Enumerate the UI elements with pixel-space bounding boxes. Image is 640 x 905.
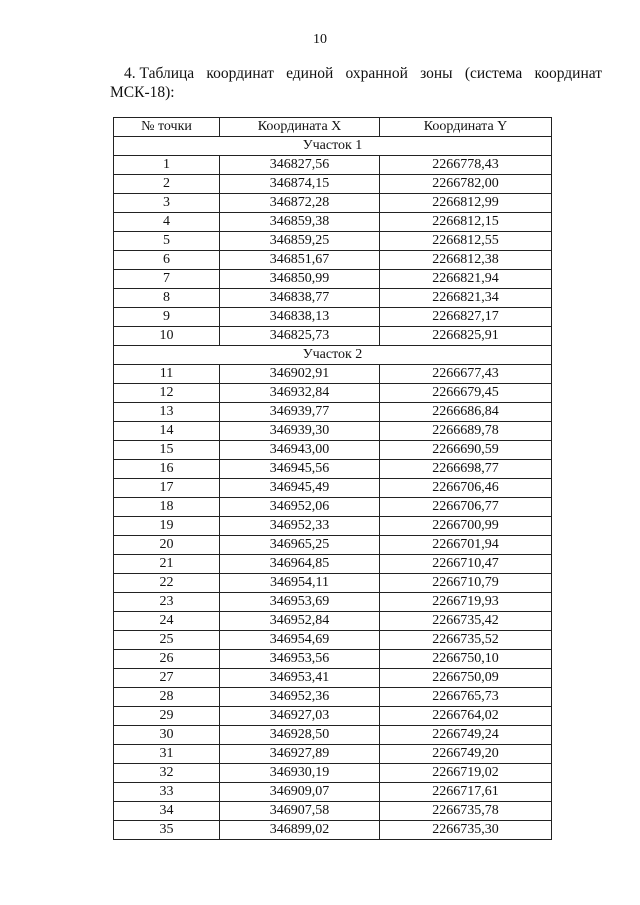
cell-point-number: 28 bbox=[114, 688, 220, 707]
table-row bbox=[114, 726, 552, 745]
cell-coordinate-y: 2266812,15 bbox=[380, 213, 552, 232]
cell-coordinate-x: 346945,56 bbox=[220, 460, 380, 479]
cell-coordinate-y: 2266735,52 bbox=[380, 631, 552, 650]
cell-coordinate-y: 2266735,42 bbox=[380, 612, 552, 631]
table-row bbox=[114, 669, 552, 688]
table-row bbox=[114, 479, 552, 498]
cell-coordinate-y: 2266717,61 bbox=[380, 783, 552, 802]
cell-coordinate-x: 346902,91 bbox=[220, 365, 380, 384]
cell-coordinate-x: 346874,15 bbox=[220, 175, 380, 194]
header-point-number: № точки bbox=[114, 118, 220, 137]
cell-coordinate-y: 2266812,55 bbox=[380, 232, 552, 251]
cell-coordinate-x: 346964,85 bbox=[220, 555, 380, 574]
cell-coordinate-x: 346952,84 bbox=[220, 612, 380, 631]
cell-coordinate-x: 346859,38 bbox=[220, 213, 380, 232]
table-row bbox=[114, 175, 552, 194]
table-row bbox=[114, 403, 552, 422]
cell-point-number: 16 bbox=[114, 460, 220, 479]
table-row bbox=[114, 555, 552, 574]
cell-coordinate-x: 346825,73 bbox=[220, 327, 380, 346]
cell-coordinate-y: 2266778,43 bbox=[380, 156, 552, 175]
table-row bbox=[114, 764, 552, 783]
cell-coordinate-x: 346932,84 bbox=[220, 384, 380, 403]
table-row bbox=[114, 308, 552, 327]
cell-coordinate-x: 346952,33 bbox=[220, 517, 380, 536]
cell-point-number: 31 bbox=[114, 745, 220, 764]
table-row bbox=[114, 289, 552, 308]
heading-word: 4. Таблица bbox=[124, 65, 195, 82]
heading-word: единой bbox=[286, 65, 334, 82]
cell-point-number: 19 bbox=[114, 517, 220, 536]
cell-point-number: 22 bbox=[114, 574, 220, 593]
table-row bbox=[114, 498, 552, 517]
coordinates-table bbox=[113, 117, 552, 840]
cell-coordinate-x: 346953,56 bbox=[220, 650, 380, 669]
table-row bbox=[114, 650, 552, 669]
cell-coordinate-y: 2266698,77 bbox=[380, 460, 552, 479]
table-row bbox=[114, 821, 552, 840]
header-coordinate-x: Координата X bbox=[220, 118, 380, 137]
table-row bbox=[114, 536, 552, 555]
cell-point-number: 5 bbox=[114, 232, 220, 251]
cell-point-number: 12 bbox=[114, 384, 220, 403]
table-row bbox=[114, 327, 552, 346]
cell-coordinate-x: 346945,49 bbox=[220, 479, 380, 498]
cell-coordinate-y: 2266710,79 bbox=[380, 574, 552, 593]
cell-point-number: 32 bbox=[114, 764, 220, 783]
cell-coordinate-y: 2266677,43 bbox=[380, 365, 552, 384]
cell-point-number: 26 bbox=[114, 650, 220, 669]
table-row bbox=[114, 251, 552, 270]
table-row bbox=[114, 574, 552, 593]
cell-coordinate-y: 2266706,77 bbox=[380, 498, 552, 517]
cell-coordinate-y: 2266812,38 bbox=[380, 251, 552, 270]
table-row bbox=[114, 707, 552, 726]
cell-coordinate-x: 346907,58 bbox=[220, 802, 380, 821]
cell-coordinate-y: 2266765,73 bbox=[380, 688, 552, 707]
cell-point-number: 27 bbox=[114, 669, 220, 688]
cell-coordinate-x: 346838,77 bbox=[220, 289, 380, 308]
cell-coordinate-y: 2266750,09 bbox=[380, 669, 552, 688]
cell-coordinate-y: 2266719,93 bbox=[380, 593, 552, 612]
table-header-row bbox=[114, 118, 552, 137]
table-row bbox=[114, 384, 552, 403]
cell-point-number: 8 bbox=[114, 289, 220, 308]
heading-word: (система bbox=[464, 65, 523, 82]
cell-point-number: 2 bbox=[114, 175, 220, 194]
cell-point-number: 15 bbox=[114, 441, 220, 460]
cell-coordinate-x: 346943,00 bbox=[220, 441, 380, 460]
cell-coordinate-y: 2266706,46 bbox=[380, 479, 552, 498]
cell-coordinate-x: 346952,36 bbox=[220, 688, 380, 707]
cell-coordinate-y: 2266710,47 bbox=[380, 555, 552, 574]
table-row bbox=[114, 422, 552, 441]
section-title: Участок 2 bbox=[114, 346, 552, 365]
cell-point-number: 17 bbox=[114, 479, 220, 498]
cell-coordinate-x: 346954,69 bbox=[220, 631, 380, 650]
table-row bbox=[114, 593, 552, 612]
cell-point-number: 30 bbox=[114, 726, 220, 745]
cell-coordinate-x: 346953,41 bbox=[220, 669, 380, 688]
cell-coordinate-x: 346927,03 bbox=[220, 707, 380, 726]
cell-point-number: 7 bbox=[114, 270, 220, 289]
cell-coordinate-y: 2266679,45 bbox=[380, 384, 552, 403]
cell-point-number: 29 bbox=[114, 707, 220, 726]
cell-coordinate-x: 346838,13 bbox=[220, 308, 380, 327]
table-body bbox=[114, 137, 552, 840]
header-coordinate-y: Координата Y bbox=[380, 118, 552, 137]
cell-point-number: 34 bbox=[114, 802, 220, 821]
table-row bbox=[114, 631, 552, 650]
cell-point-number: 23 bbox=[114, 593, 220, 612]
cell-coordinate-x: 346954,11 bbox=[220, 574, 380, 593]
cell-point-number: 3 bbox=[114, 194, 220, 213]
heading-word: охранной bbox=[345, 65, 408, 82]
cell-coordinate-x: 346953,69 bbox=[220, 593, 380, 612]
table-row bbox=[114, 441, 552, 460]
cell-coordinate-y: 2266812,99 bbox=[380, 194, 552, 213]
cell-point-number: 35 bbox=[114, 821, 220, 840]
cell-coordinate-y: 2266749,24 bbox=[380, 726, 552, 745]
cell-coordinate-x: 346928,50 bbox=[220, 726, 380, 745]
cell-point-number: 9 bbox=[114, 308, 220, 327]
table-row bbox=[114, 460, 552, 479]
table-row bbox=[114, 745, 552, 764]
cell-coordinate-x: 346965,25 bbox=[220, 536, 380, 555]
cell-point-number: 10 bbox=[114, 327, 220, 346]
cell-coordinate-y: 2266689,78 bbox=[380, 422, 552, 441]
cell-coordinate-y: 2266750,10 bbox=[380, 650, 552, 669]
table-row bbox=[114, 270, 552, 289]
cell-point-number: 6 bbox=[114, 251, 220, 270]
heading-word: координат bbox=[534, 65, 602, 82]
table-row bbox=[114, 517, 552, 536]
cell-point-number: 11 bbox=[114, 365, 220, 384]
cell-coordinate-y: 2266719,02 bbox=[380, 764, 552, 783]
cell-coordinate-y: 2266686,84 bbox=[380, 403, 552, 422]
table-row bbox=[114, 612, 552, 631]
cell-coordinate-y: 2266690,59 bbox=[380, 441, 552, 460]
cell-coordinate-x: 346827,56 bbox=[220, 156, 380, 175]
cell-coordinate-x: 346939,30 bbox=[220, 422, 380, 441]
cell-point-number: 33 bbox=[114, 783, 220, 802]
table-row bbox=[114, 156, 552, 175]
cell-coordinate-x: 346930,19 bbox=[220, 764, 380, 783]
cell-point-number: 4 bbox=[114, 213, 220, 232]
section-row bbox=[114, 137, 552, 156]
cell-coordinate-y: 2266735,30 bbox=[380, 821, 552, 840]
heading-word: зоны bbox=[420, 65, 453, 82]
cell-coordinate-y: 2266825,91 bbox=[380, 327, 552, 346]
section-title: Участок 1 bbox=[114, 137, 552, 156]
cell-coordinate-y: 2266821,34 bbox=[380, 289, 552, 308]
cell-coordinate-x: 346872,28 bbox=[220, 194, 380, 213]
cell-coordinate-x: 346909,07 bbox=[220, 783, 380, 802]
heading-line-1 bbox=[124, 64, 602, 83]
table-row bbox=[114, 688, 552, 707]
table-row bbox=[114, 365, 552, 384]
table-row bbox=[114, 783, 552, 802]
cell-coordinate-y: 2266700,99 bbox=[380, 517, 552, 536]
heading-word: координат bbox=[206, 65, 274, 82]
cell-coordinate-x: 346859,25 bbox=[220, 232, 380, 251]
cell-coordinate-y: 2266749,20 bbox=[380, 745, 552, 764]
cell-coordinate-x: 346952,06 bbox=[220, 498, 380, 517]
cell-coordinate-x: 346850,99 bbox=[220, 270, 380, 289]
cell-coordinate-y: 2266782,00 bbox=[380, 175, 552, 194]
heading-line-2: МСК-18): bbox=[110, 84, 175, 101]
cell-coordinate-x: 346899,02 bbox=[220, 821, 380, 840]
cell-point-number: 13 bbox=[114, 403, 220, 422]
cell-coordinate-y: 2266735,78 bbox=[380, 802, 552, 821]
cell-coordinate-y: 2266827,17 bbox=[380, 308, 552, 327]
cell-point-number: 1 bbox=[114, 156, 220, 175]
page-number: 10 bbox=[313, 32, 327, 47]
table-row bbox=[114, 194, 552, 213]
cell-point-number: 14 bbox=[114, 422, 220, 441]
cell-point-number: 18 bbox=[114, 498, 220, 517]
cell-coordinate-y: 2266821,94 bbox=[380, 270, 552, 289]
cell-coordinate-x: 346927,89 bbox=[220, 745, 380, 764]
table-row bbox=[114, 213, 552, 232]
cell-point-number: 21 bbox=[114, 555, 220, 574]
table-heading bbox=[112, 64, 602, 102]
cell-coordinate-y: 2266764,02 bbox=[380, 707, 552, 726]
table-row bbox=[114, 232, 552, 251]
cell-point-number: 24 bbox=[114, 612, 220, 631]
cell-point-number: 20 bbox=[114, 536, 220, 555]
cell-point-number: 25 bbox=[114, 631, 220, 650]
cell-coordinate-x: 346851,67 bbox=[220, 251, 380, 270]
table-row bbox=[114, 802, 552, 821]
cell-coordinate-x: 346939,77 bbox=[220, 403, 380, 422]
section-row bbox=[114, 346, 552, 365]
cell-coordinate-y: 2266701,94 bbox=[380, 536, 552, 555]
